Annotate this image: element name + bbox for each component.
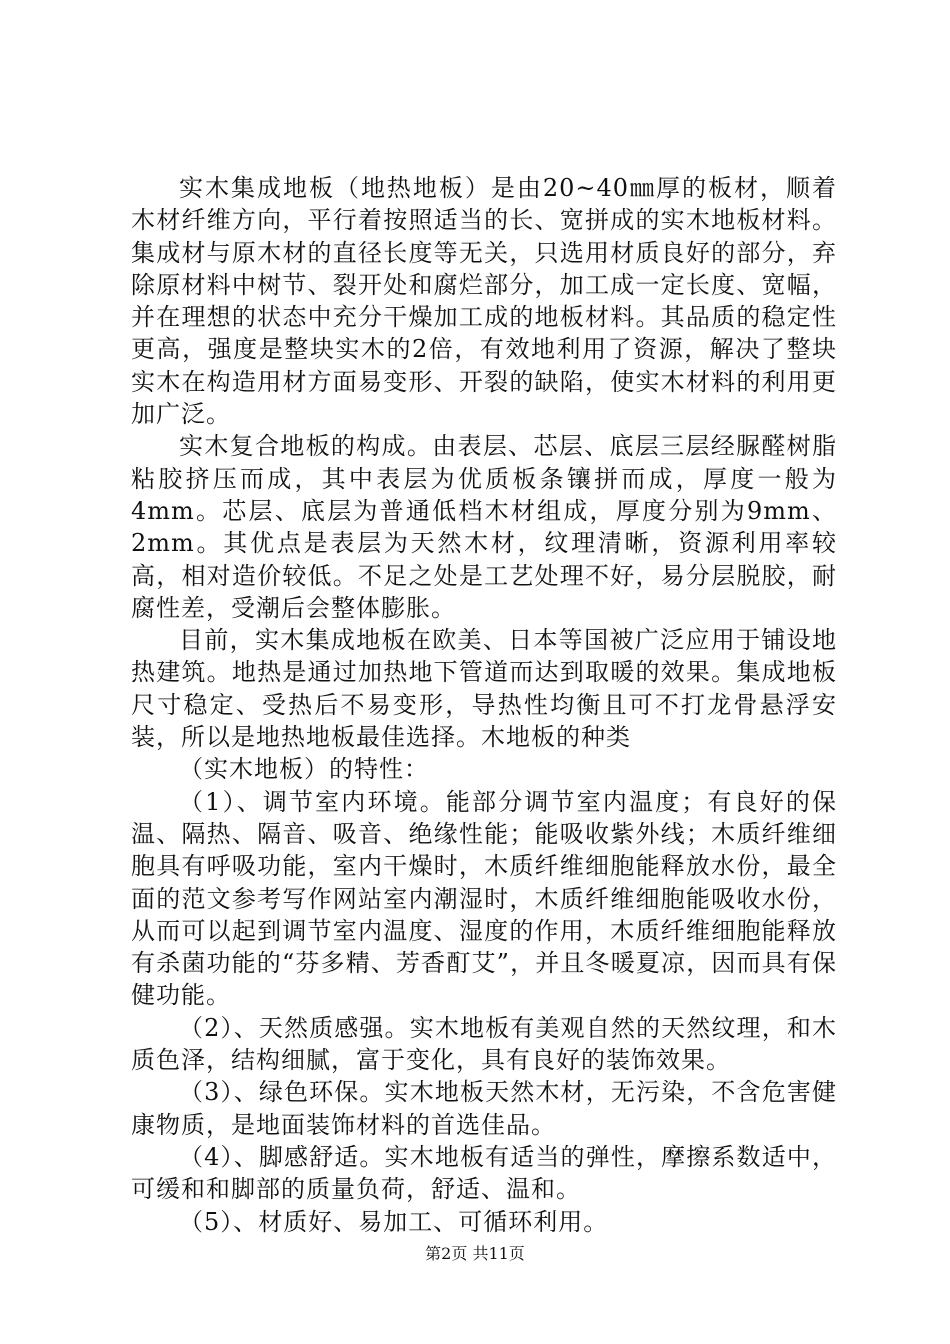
- paragraph-feature-4: （4）、脚感舒适。实木地板有适当的弹性，摩擦系数适中，可缓和和脚部的质量负荷，舒适、温和。: [131, 1142, 837, 1204]
- document-body: [131, 172, 837, 1238]
- paragraph-solid-wood-integrated-floor: 实木集成地板（地热地板）是由20~40㎜厚的板材，顺着木材纤维方向，平行着按照适当的长、宽拼成的实木地板材料。集成材与原木材的直径长度等无关，只选用材质良好的部分，弃除原材料中树节、裂开处和腐烂部分，加工成一定长度、宽幅，并在理想的状态中充分干燥加工成的地板材料。其品质的稳定性更高，强度是整块实木的2倍，有效地利用了资源，解决了整块实木在构造用材方面易变形、开裂的缺陷，使实木材料的利用更加广泛。: [131, 174, 837, 429]
- paragraph-feature-1: （1）、调节室内环境。能部分调节室内温度；有良好的保温、隔热、隔音、吸音、绝缘性能；能吸收紫外线；木质纤维细胞具有呼吸功能，室内干燥时，木质纤维细胞能释放水份，最全面的范文参考写作网站室内潮湿时，木质纤维细胞能吸收水份，从而可以起到调节室内温度、湿度的作用，木质纤维细胞能释放有杀菌功能的“芬多精、芳香酊艾”，并且冬暖夏凉，因而具有保健功能。: [131, 787, 837, 1010]
- page-footer: [0, 1244, 950, 1264]
- paragraph-feature-2: （2）、天然质感强。实木地板有美观自然的天然纹理，和木质色泽，结构细腻，富于变化，具有良好的装饰效果。: [131, 1013, 837, 1075]
- paragraph-feature-5: （5）、材质好、易加工、可循环利用。: [179, 1207, 609, 1236]
- paragraph-composite-floor-structure: 实木复合地板的构成。由表层、芯层、底层三层经脲醛树脂粘胶挤压而成，其中表层为优质板条镶拼而成，厚度一般为4mm。芯层、底层为普通低档木材组成，厚度分别为9mm、2mm。其优点是表层为天然木材，纹理清晰，资源利用率较高，相对造价较低。不足之处是工艺处理不好，易分层脱胶，耐腐性差，受潮后会整体膨胀。: [131, 432, 837, 622]
- paragraph-feature-3: （3）、绿色环保。实木地板天然木材，无污染，不含危害健康物质，是地面装饰材料的首选佳品。: [131, 1078, 837, 1139]
- paragraph-floor-heating-application: 目前，实木集成地板在欧美、日本等国被广泛应用于铺设地热建筑。地热是通过加热地下管道而达到取暖的效果。集成地板尺寸稳定、受热后不易变形，导热性均衡且可不打龙骨悬浮安装，所以是地热地板最佳选择。木地板的种类: [131, 626, 837, 752]
- page-number: 第2页 共11页: [425, 1244, 525, 1263]
- paragraph-characteristics-heading: （实木地板）的特性：: [179, 755, 429, 784]
